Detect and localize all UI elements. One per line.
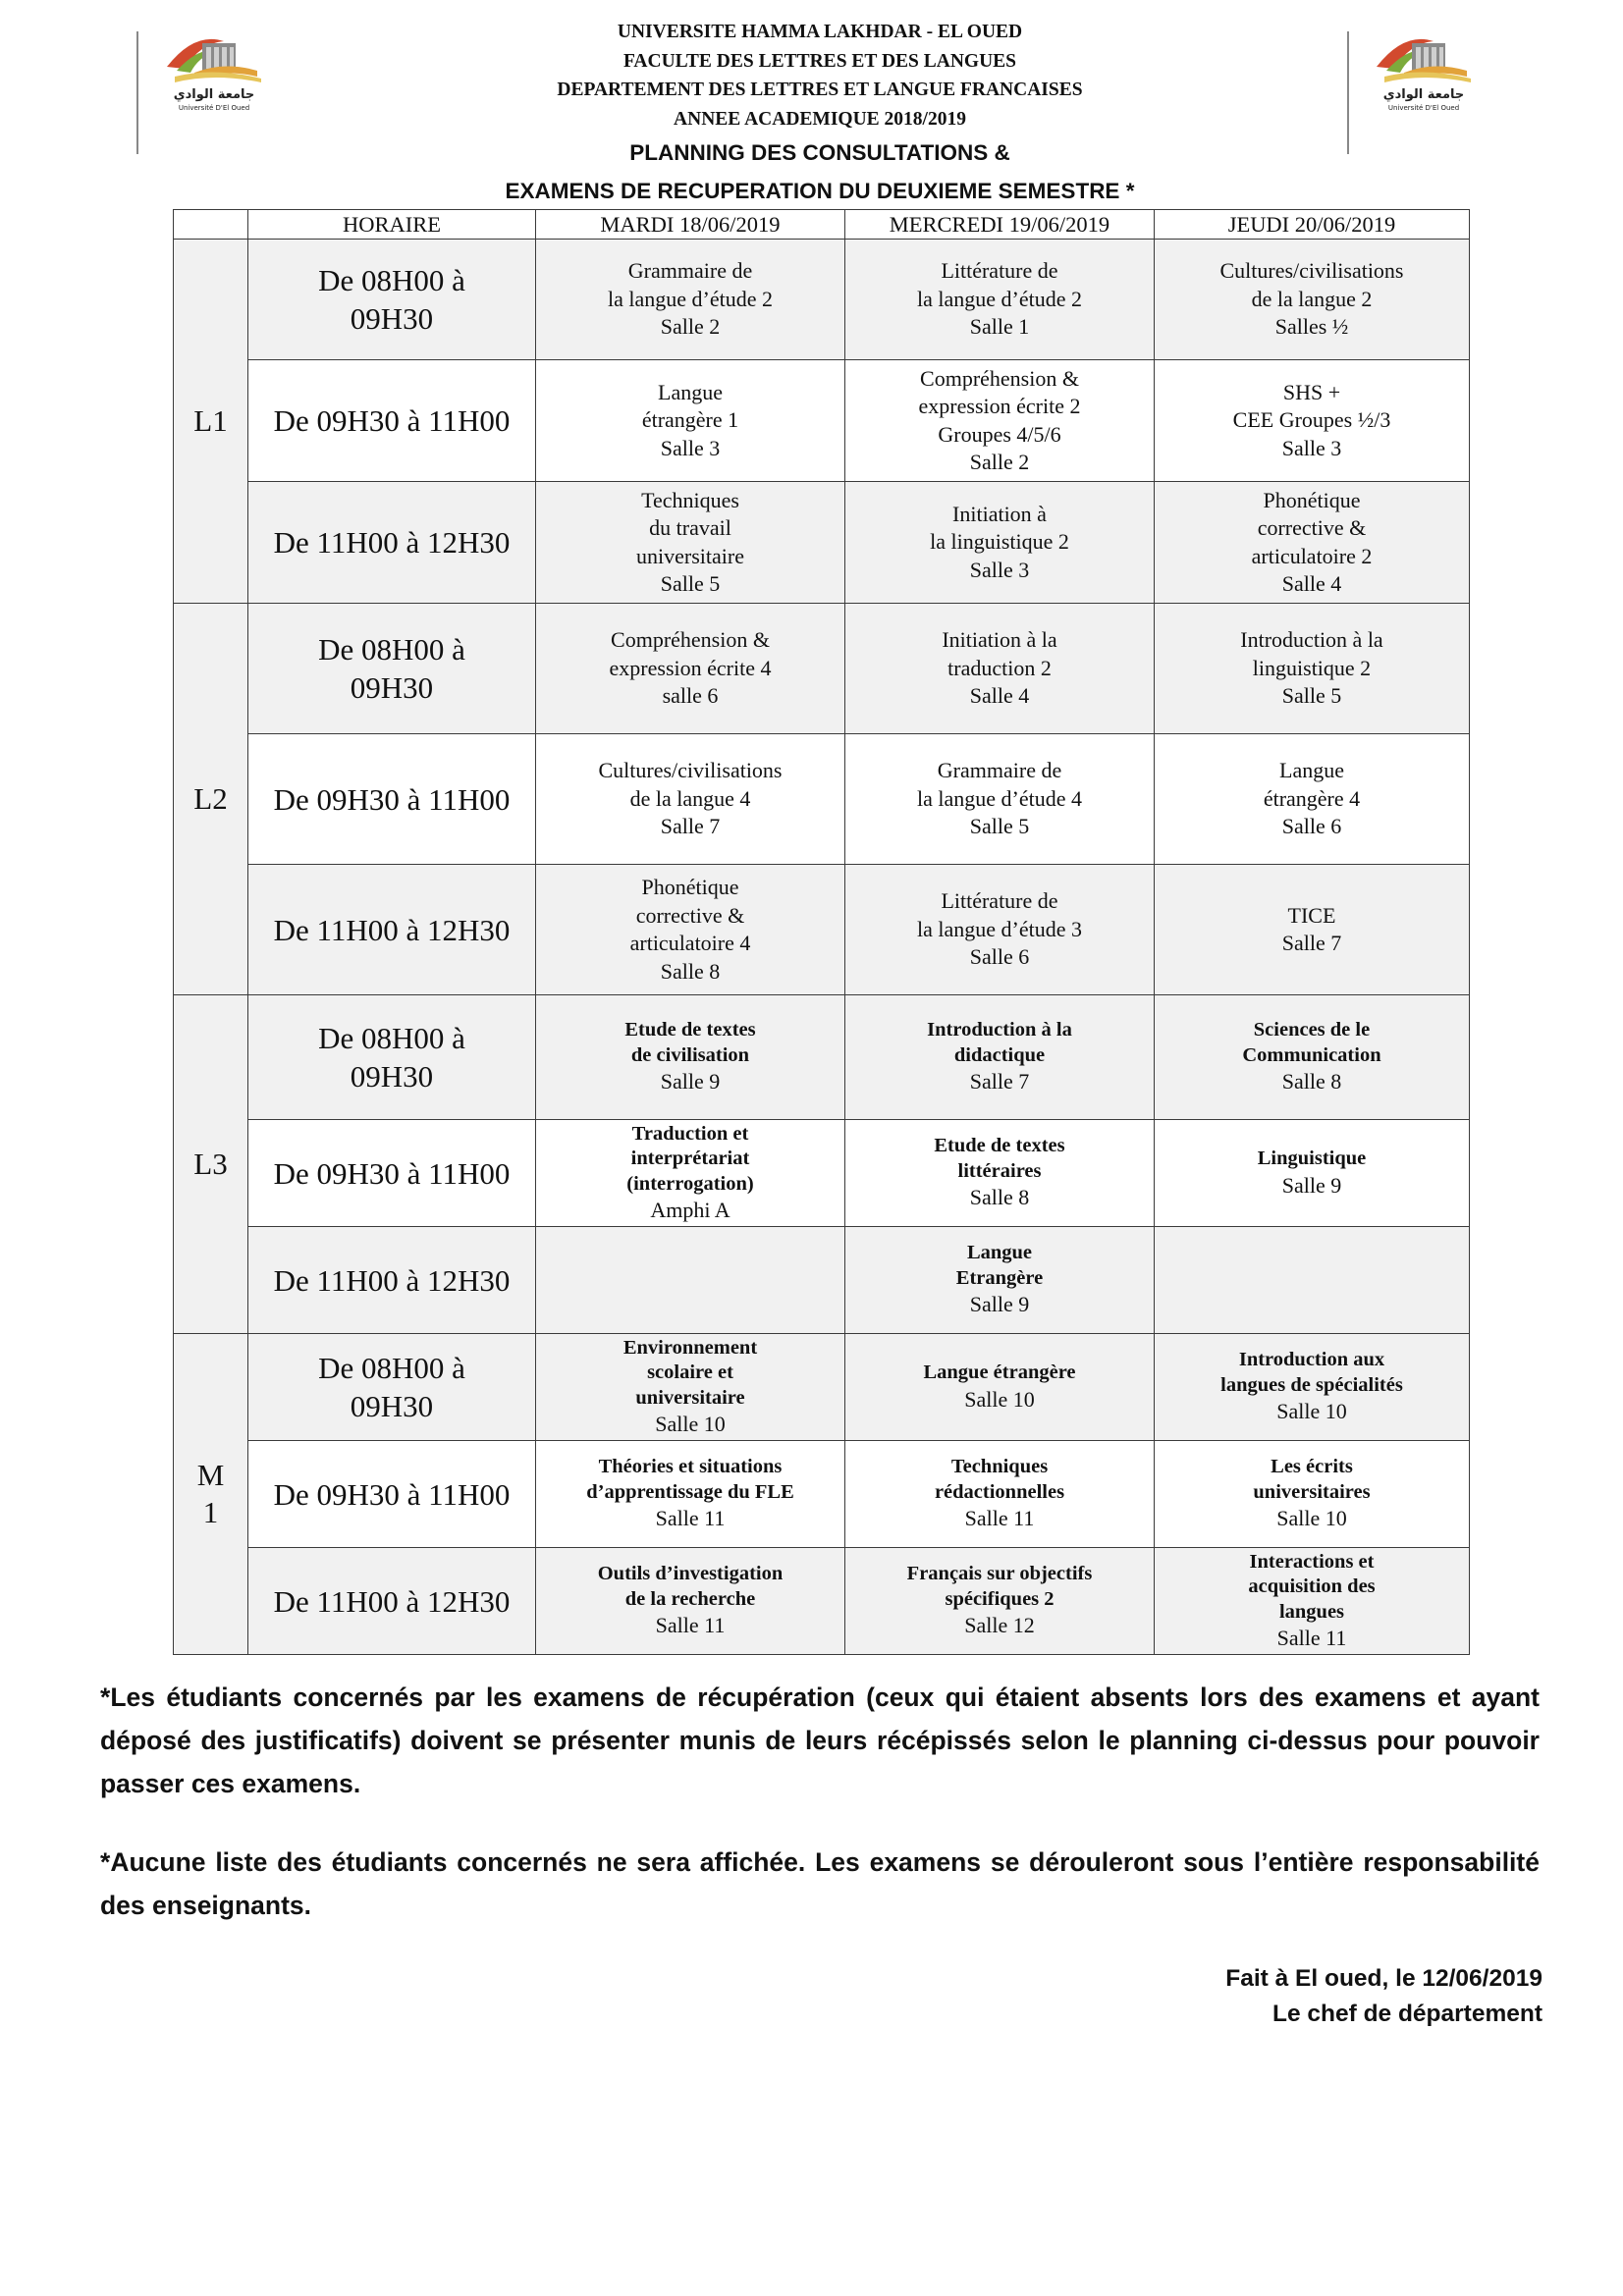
exam-detail: expression écrite 2 bbox=[918, 394, 1081, 418]
exam-schedule-table bbox=[173, 209, 1470, 1655]
level-cell bbox=[174, 1334, 248, 1655]
exam-subject: de civilisation bbox=[630, 1043, 750, 1066]
exam-cell bbox=[1155, 240, 1470, 360]
exam-cell bbox=[1155, 604, 1470, 734]
exam-detail: Littérature de bbox=[941, 258, 1058, 284]
exam-detail: Salle 6 bbox=[969, 944, 1030, 970]
exam-detail: Techniques bbox=[641, 487, 739, 512]
exam-cell bbox=[845, 1441, 1155, 1548]
exam-detail: expression écrite 4 bbox=[609, 655, 772, 680]
exam-detail: Salle 4 bbox=[1281, 571, 1342, 596]
exam-subject: Environnement bbox=[622, 1336, 758, 1359]
table-row bbox=[174, 360, 1470, 482]
exam-detail: Salle 10 bbox=[655, 1412, 726, 1436]
exam-detail: Salle 4 bbox=[969, 683, 1030, 709]
exam-detail: Salle 9 bbox=[660, 1069, 721, 1095]
exam-subject: langues de spécialités bbox=[1220, 1373, 1403, 1396]
exam-detail: Compréhension & bbox=[611, 627, 770, 653]
header-line-academic-year: ANNEE ACADEMIQUE 2018/2019 bbox=[674, 108, 966, 130]
exam-detail: la langue d’étude 2 bbox=[917, 286, 1082, 311]
exam-cell bbox=[845, 240, 1155, 360]
exam-cell bbox=[536, 1334, 845, 1441]
table-row bbox=[174, 482, 1470, 604]
header-divider-left bbox=[136, 31, 138, 154]
exam-subject: d’apprentissage du FLE bbox=[586, 1480, 794, 1503]
exam-detail: Salle 5 bbox=[969, 814, 1030, 839]
level-label: 1 bbox=[202, 1495, 219, 1529]
exam-detail: Salle 12 bbox=[964, 1613, 1035, 1638]
exam-cell bbox=[1155, 865, 1470, 995]
table-row bbox=[174, 1120, 1470, 1227]
time-slot-cell bbox=[248, 1548, 536, 1655]
exam-subject: Français sur objectifs bbox=[906, 1563, 1093, 1585]
svg-text:Université D'El Oued: Université D'El Oued bbox=[1387, 104, 1460, 112]
table-row bbox=[174, 1441, 1470, 1548]
exam-detail: linguistique 2 bbox=[1252, 655, 1372, 680]
time-slot-cell bbox=[248, 482, 536, 604]
exam-detail: Salle 7 bbox=[660, 814, 721, 839]
exam-detail: la langue d’étude 2 bbox=[608, 286, 773, 311]
exam-cell bbox=[845, 1548, 1155, 1655]
exam-cell bbox=[536, 1120, 845, 1227]
exam-detail: étrangère 1 bbox=[641, 407, 739, 433]
exam-detail: Cultures/civilisations bbox=[598, 758, 783, 783]
exam-cell bbox=[536, 734, 845, 865]
exam-detail: la langue d’étude 3 bbox=[917, 916, 1082, 941]
document-title bbox=[295, 133, 1345, 210]
level-cell bbox=[174, 604, 248, 995]
time-slot-label: 09H30 bbox=[350, 301, 434, 336]
exam-cell bbox=[536, 1441, 845, 1548]
exam-cell bbox=[536, 1548, 845, 1655]
exam-detail: Phonétique bbox=[1263, 487, 1361, 512]
note-no-list: *Aucune liste des étudiants concernés ne sera affichée. Les examens se dérouleront sous l’entière responsabilité des enseignants. bbox=[100, 1847, 1540, 1920]
exam-detail: Initiation à la bbox=[942, 627, 1057, 653]
svg-text:جامعة الوادي: جامعة الوادي bbox=[1382, 87, 1465, 102]
signature-block bbox=[953, 1961, 1542, 2032]
exam-detail: de la langue 4 bbox=[629, 785, 751, 811]
svg-text:Université D'El Oued: Université D'El Oued bbox=[178, 104, 250, 112]
exam-subject: langues bbox=[1278, 1600, 1345, 1623]
column-header: JEUDI 20/06/2019 bbox=[1155, 210, 1470, 240]
exam-subject: Langue étrangère bbox=[923, 1362, 1076, 1383]
column-header: MERCREDI 19/06/2019 bbox=[845, 210, 1155, 240]
exam-cell bbox=[1155, 995, 1470, 1120]
document-title-line-1: PLANNING DES CONSULTATIONS & bbox=[629, 140, 1010, 165]
time-slot-cell bbox=[248, 1227, 536, 1334]
time-slot-label: 09H30 bbox=[350, 670, 434, 705]
exam-cell bbox=[1155, 360, 1470, 482]
exam-subject: scolaire et bbox=[647, 1362, 733, 1383]
exam-detail: traduction 2 bbox=[947, 655, 1052, 680]
exam-subject: de la recherche bbox=[624, 1587, 756, 1610]
level-cell bbox=[174, 995, 248, 1334]
svg-text:جامعة الوادي: جامعة الوادي bbox=[173, 87, 255, 102]
exam-detail: Salle 3 bbox=[969, 557, 1030, 582]
exam-detail: Initiation à bbox=[952, 501, 1047, 526]
header-line-university: UNIVERSITE HAMMA LAKHDAR - EL OUED bbox=[617, 22, 1023, 42]
exam-detail: Compréhension & bbox=[920, 365, 1079, 391]
exam-detail: Cultures/civilisations bbox=[1219, 258, 1404, 284]
time-slot-label: De 08H00 à bbox=[318, 263, 465, 297]
exam-subject: rédactionnelles bbox=[934, 1480, 1065, 1503]
exam-cell bbox=[1155, 1548, 1470, 1655]
level-label: L2 bbox=[193, 781, 228, 816]
exam-detail: la langue d’étude 4 bbox=[917, 785, 1082, 811]
level-label: M bbox=[196, 1458, 225, 1492]
header-divider-right bbox=[1347, 31, 1349, 154]
exam-detail: SHS + bbox=[1282, 379, 1341, 404]
exam-cell bbox=[536, 995, 845, 1120]
exam-detail: du travail bbox=[649, 515, 731, 540]
column-header: HORAIRE bbox=[248, 210, 536, 240]
time-slot-label: De 08H00 à bbox=[318, 632, 465, 667]
time-slot-cell bbox=[248, 1120, 536, 1227]
time-slot-cell bbox=[248, 734, 536, 865]
exam-subject: Etude de textes bbox=[934, 1135, 1065, 1157]
exam-cell bbox=[536, 1227, 845, 1334]
header-corner-cell bbox=[174, 210, 248, 240]
table-header-row bbox=[174, 210, 1470, 240]
time-slot-label: De 11H00 à 12H30 bbox=[273, 525, 511, 560]
time-slot-cell bbox=[248, 865, 536, 995]
time-slot-label: De 09H30 à 11H00 bbox=[273, 1476, 511, 1512]
exam-detail: Amphi A bbox=[650, 1198, 730, 1222]
exam-detail: Salle 11 bbox=[964, 1506, 1035, 1531]
exam-cell bbox=[1155, 1334, 1470, 1441]
exam-detail: Salle 1 bbox=[969, 314, 1030, 340]
exam-detail: Salle 3 bbox=[660, 435, 721, 460]
level-cell bbox=[174, 240, 248, 604]
exam-cell bbox=[845, 734, 1155, 865]
exam-cell bbox=[1155, 1441, 1470, 1548]
exam-detail: articulatoire 2 bbox=[1251, 543, 1373, 568]
exam-detail: Salle 5 bbox=[1281, 683, 1342, 709]
exam-cell bbox=[536, 865, 845, 995]
time-slot-label: 09H30 bbox=[350, 1059, 434, 1094]
time-slot-label: De 08H00 à bbox=[318, 1351, 465, 1385]
time-slot-cell bbox=[248, 240, 536, 360]
exam-detail: articulatoire 4 bbox=[629, 931, 751, 955]
university-logo-left bbox=[155, 27, 273, 116]
exam-cell bbox=[536, 240, 845, 360]
exam-subject: interprétariat bbox=[630, 1148, 750, 1169]
exam-detail: Salle 9 bbox=[969, 1292, 1030, 1317]
exam-cell bbox=[845, 604, 1155, 734]
exam-subject: universitaires bbox=[1253, 1480, 1371, 1503]
university-logo-right bbox=[1365, 27, 1483, 116]
exam-detail: Salle 7 bbox=[1281, 931, 1342, 955]
exam-subject: Linguistique bbox=[1257, 1148, 1367, 1169]
exam-subject: (interrogation) bbox=[626, 1172, 754, 1195]
table-row bbox=[174, 604, 1470, 734]
exam-detail: salle 6 bbox=[662, 683, 719, 709]
exam-subject: didactique bbox=[953, 1043, 1046, 1066]
exam-detail: Langue bbox=[658, 379, 723, 404]
exam-subject: Sciences de le bbox=[1253, 1019, 1371, 1041]
exam-detail: CEE Groupes ½/3 bbox=[1232, 407, 1391, 433]
time-slot-cell bbox=[248, 995, 536, 1120]
exam-detail: étrangère 4 bbox=[1263, 785, 1361, 811]
exam-detail: Salle 7 bbox=[969, 1069, 1030, 1095]
exam-detail: de la langue 2 bbox=[1251, 286, 1373, 311]
exam-cell bbox=[536, 482, 845, 604]
time-slot-label: De 08H00 à bbox=[318, 1021, 465, 1055]
exam-detail: la linguistique 2 bbox=[930, 529, 1069, 555]
exam-detail: Salle 10 bbox=[1276, 1506, 1347, 1531]
exam-subject: Etude de textes bbox=[624, 1019, 756, 1041]
table-row bbox=[174, 865, 1470, 995]
exam-detail: Salle 3 bbox=[1281, 435, 1342, 460]
exam-subject: littéraires bbox=[957, 1159, 1042, 1182]
exam-detail: corrective & bbox=[1257, 515, 1367, 540]
column-header: MARDI 18/06/2019 bbox=[536, 210, 845, 240]
exam-detail: Salle 11 bbox=[655, 1613, 726, 1638]
exam-subject: Les écrits bbox=[1271, 1456, 1353, 1478]
exam-subject: spécifiques 2 bbox=[945, 1587, 1055, 1610]
note-recovery-exams: *Les étudiants concernés par les examens de récupération (ceux qui étaient absents lors des examens et ayant déposé des justificatifs) doivent se présenter munis de leurs récépissés selon le planning ci-dessus pour pouvoir passer ces examens. bbox=[100, 1682, 1540, 1798]
exam-subject: acquisition des bbox=[1248, 1575, 1376, 1597]
exam-cell bbox=[845, 360, 1155, 482]
exam-detail: TICE bbox=[1287, 902, 1336, 928]
time-slot-label: 09H30 bbox=[350, 1389, 434, 1423]
exam-detail: Salles ½ bbox=[1274, 314, 1349, 340]
time-slot-label: De 09H30 à 11H00 bbox=[273, 781, 511, 817]
exam-cell bbox=[536, 360, 845, 482]
header-line-faculty: FACULTE DES LETTRES ET DES LANGUES bbox=[622, 50, 1017, 72]
exam-detail: Salle 2 bbox=[969, 450, 1030, 474]
exam-subject: Langue bbox=[966, 1242, 1033, 1264]
exam-cell bbox=[845, 1120, 1155, 1227]
time-slot-label: De 11H00 à 12H30 bbox=[273, 1262, 511, 1298]
document-title-line-2: EXAMENS DE RECUPERATION DU DEUXIEME SEMESTRE * bbox=[505, 179, 1135, 203]
time-slot-label: De 11H00 à 12H30 bbox=[273, 912, 511, 947]
exam-detail: Salle 10 bbox=[964, 1386, 1035, 1412]
exam-detail: Littérature de bbox=[941, 888, 1058, 914]
level-label: L1 bbox=[193, 403, 228, 438]
exam-subject: Etrangère bbox=[955, 1266, 1044, 1289]
exam-cell bbox=[1155, 1227, 1470, 1334]
exam-detail: Groupes 4/5/6 bbox=[938, 421, 1061, 447]
exam-detail: Salle 8 bbox=[660, 958, 721, 984]
exam-subject: Outils d’investigation bbox=[597, 1563, 784, 1585]
time-slot-label: De 09H30 à 11H00 bbox=[273, 1155, 511, 1191]
time-slot-label: De 09H30 à 11H00 bbox=[273, 403, 511, 438]
exam-cell bbox=[536, 604, 845, 734]
exam-subject: Traduction et bbox=[631, 1122, 749, 1145]
time-slot-cell bbox=[248, 604, 536, 734]
exam-cell bbox=[1155, 482, 1470, 604]
exam-detail: Salle 9 bbox=[1281, 1172, 1342, 1198]
time-slot-cell bbox=[248, 1334, 536, 1441]
table-row bbox=[174, 1548, 1470, 1655]
exam-detail: Grammaire de bbox=[627, 258, 753, 284]
table-row bbox=[174, 995, 1470, 1120]
exam-detail: universitaire bbox=[636, 543, 744, 568]
exam-detail: Phonétique bbox=[641, 875, 739, 899]
time-slot-cell bbox=[248, 1441, 536, 1548]
signature-place-date: Fait à El oued, le 12/06/2019 bbox=[1225, 1965, 1542, 1992]
time-slot-cell bbox=[248, 360, 536, 482]
exam-detail: Introduction à la bbox=[1240, 627, 1383, 653]
signature-role: Le chef de département bbox=[1271, 2001, 1542, 2027]
exam-cell bbox=[1155, 1120, 1470, 1227]
exam-detail: Salle 5 bbox=[660, 571, 721, 596]
exam-cell bbox=[845, 865, 1155, 995]
time-slot-label: De 11H00 à 12H30 bbox=[273, 1583, 511, 1619]
exam-detail: Salle 11 bbox=[655, 1506, 726, 1531]
exam-cell bbox=[845, 995, 1155, 1120]
exam-detail: Salle 2 bbox=[660, 314, 721, 340]
exam-subject: Techniques bbox=[950, 1456, 1049, 1478]
exam-detail: Salle 10 bbox=[1276, 1399, 1347, 1424]
exam-subject: Interactions et bbox=[1249, 1550, 1375, 1573]
table-row bbox=[174, 240, 1470, 360]
exam-cell bbox=[845, 1227, 1155, 1334]
exam-subject: universitaire bbox=[635, 1386, 745, 1409]
exam-detail: Salle 8 bbox=[1281, 1069, 1342, 1095]
exam-detail: Salle 11 bbox=[1276, 1626, 1347, 1650]
exam-detail: Salle 6 bbox=[1281, 814, 1342, 839]
header-line-department: DEPARTEMENT DES LETTRES ET LANGUE FRANCAISES bbox=[557, 80, 1083, 100]
exam-detail: Grammaire de bbox=[937, 758, 1062, 783]
exam-detail: Langue bbox=[1279, 758, 1344, 783]
exam-subject: Théories et situations bbox=[598, 1456, 783, 1478]
table-row bbox=[174, 734, 1470, 865]
level-label: L3 bbox=[193, 1147, 228, 1181]
exam-subject: Introduction à la bbox=[927, 1019, 1072, 1041]
exam-cell bbox=[845, 482, 1155, 604]
exam-detail: corrective & bbox=[635, 902, 745, 928]
institution-header bbox=[295, 18, 1345, 133]
exam-subject: Introduction aux bbox=[1238, 1349, 1385, 1371]
exam-cell bbox=[1155, 734, 1470, 865]
table-row bbox=[174, 1227, 1470, 1334]
exam-detail: Salle 8 bbox=[969, 1185, 1030, 1210]
exam-cell bbox=[845, 1334, 1155, 1441]
table-row bbox=[174, 1334, 1470, 1441]
exam-subject: Communication bbox=[1242, 1043, 1381, 1066]
